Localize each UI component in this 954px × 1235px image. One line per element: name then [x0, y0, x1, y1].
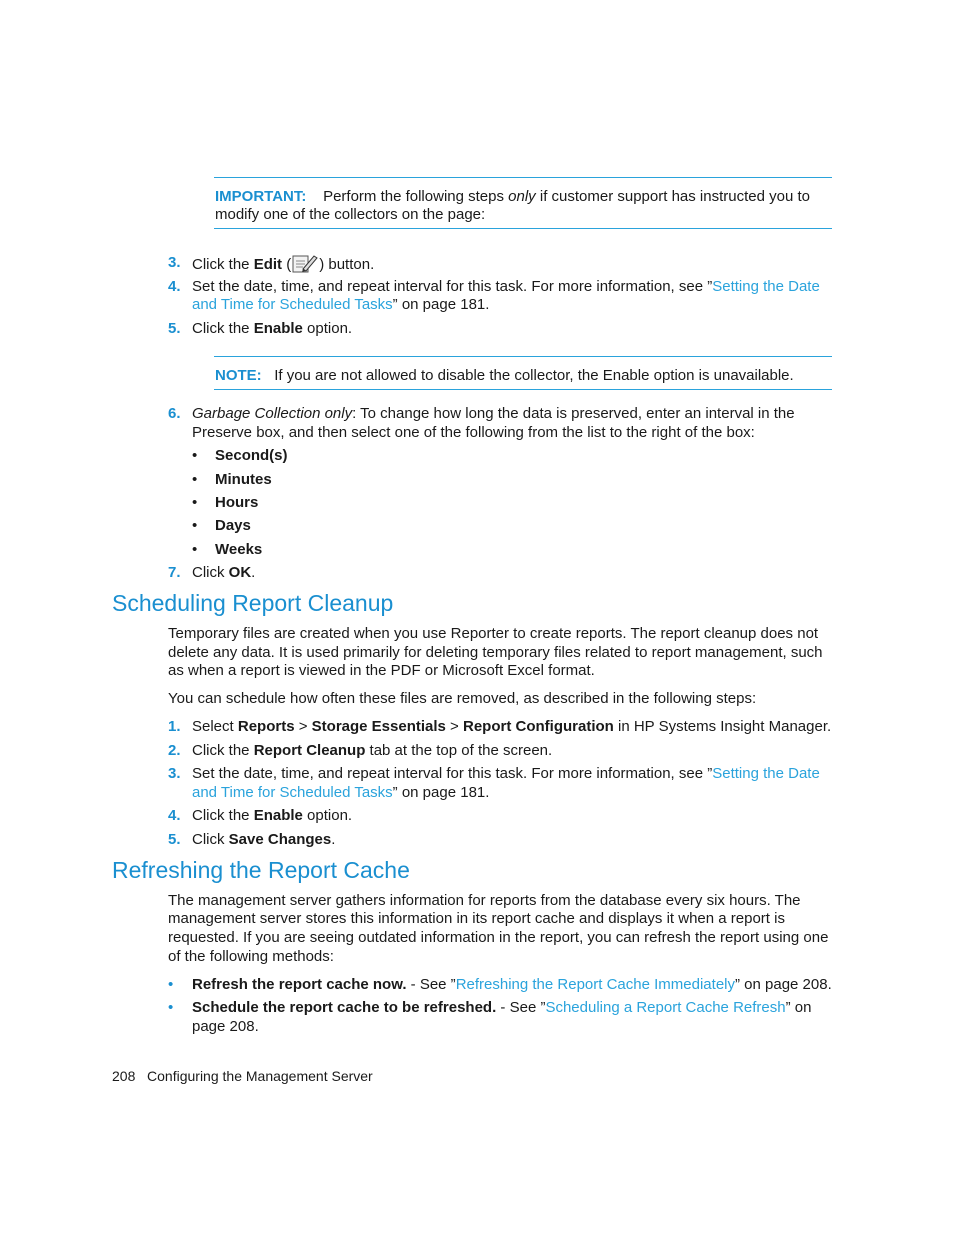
bullet-icon: • [192, 517, 198, 534]
unit-item: Second(s) [215, 447, 288, 464]
cleanup-step-1: Select Reports > Storage Essentials > Report Configuration in HP Systems Insight Manager. [192, 718, 832, 735]
step-6-line-1: Garbage Collection only: To change how long the data is preserved, enter an interval in the [192, 405, 795, 422]
method-item-2: Schedule the report cache to be refreshed. - See ”Scheduling a Report Cache Refresh” on [192, 999, 812, 1016]
unit-item: Hours [215, 494, 259, 511]
important-line-1: IMPORTANT: Perform the following steps only if customer support has instructed you to [215, 188, 810, 205]
step-6-line-2: Preserve box, and then select one of the following from the list to the right of the box: [192, 424, 755, 441]
bullet-icon: • [168, 976, 174, 993]
cleanup-step-5: Click Save Changes. [192, 831, 336, 848]
paragraph-line: management server stores this information in its report cache and displays it when a report is [168, 910, 785, 927]
paragraph-line: The management server gathers information for reports from the database every six hours. The [168, 892, 801, 909]
step-number: 5. [168, 831, 181, 848]
paragraph-line: requested. If you are seeing outdated information in the report, you can refresh the report using one [168, 929, 829, 946]
unit-item: Days [215, 517, 251, 534]
section-title-report-cleanup: Scheduling Report Cleanup [112, 590, 394, 616]
section-title-refresh-cache: Refreshing the Report Cache [112, 857, 410, 883]
step-number: 4. [168, 807, 181, 824]
method-item-2-line-2: page 208. [192, 1018, 259, 1035]
method-item-1: Refresh the report cache now. - See ”Refreshing the Report Cache Immediately” on page 208. [192, 976, 832, 993]
schedule-cache-refresh-link[interactable]: Scheduling a Report Cache Refresh [545, 999, 786, 1016]
note-rule-top [214, 356, 832, 357]
important-label: IMPORTANT: [215, 188, 307, 205]
cleanup-step-2: Click the Report Cleanup tab at the top of the screen. [192, 742, 553, 759]
step-3-text: Click the Edit ( ) button. [192, 253, 374, 274]
paragraph-line: of the following methods: [168, 948, 334, 965]
step-number: 3. [168, 254, 181, 271]
step-number: 3. [168, 765, 181, 782]
step-4-line-2: and Time for Scheduled Tasks” on page 181. [192, 296, 490, 313]
step-number: 4. [168, 278, 181, 295]
step-number: 2. [168, 742, 181, 759]
important-line-2: modify one of the collectors on the page: [215, 206, 486, 223]
bullet-icon: • [168, 999, 174, 1016]
unit-item: Weeks [215, 541, 263, 558]
cleanup-step-3-line-2: and Time for Scheduled Tasks” on page 181. [192, 784, 490, 801]
setting-date-link-cont[interactable]: and Time for Scheduled Tasks [192, 296, 393, 313]
page-number: 208 [112, 1068, 136, 1084]
edit-icon [292, 253, 318, 273]
paragraph-line: You can schedule how often these files are removed, as described in the following steps: [168, 690, 757, 707]
cleanup-step-4: Click the Enable option. [192, 807, 353, 824]
paragraph-line: as when a report is viewed in the PDF or Microsoft Excel format. [168, 662, 595, 679]
paragraph-line: Temporary files are created when you use Reporter to create reports. The report cleanup does not [168, 625, 819, 642]
unit-item: Minutes [215, 471, 272, 488]
refresh-cache-immediately-link[interactable]: Refreshing the Report Cache Immediately [455, 976, 735, 993]
bullet-icon: • [192, 447, 198, 464]
bullet-icon: • [192, 541, 198, 558]
step-4-line-1: Set the date, time, and repeat interval for this task. For more information, see ”Setting the Date [192, 278, 820, 295]
step-number: 7. [168, 564, 181, 581]
note-label: NOTE: [215, 367, 262, 384]
step-number: 6. [168, 405, 181, 422]
note-text: NOTE: If you are not allowed to disable the collector, the Enable option is unavailable. [215, 367, 794, 384]
page-footer [112, 1067, 373, 1086]
chapter-title: Configuring the Management Server [147, 1068, 373, 1084]
note-rule-bottom [214, 389, 832, 390]
bullet-icon: • [192, 471, 198, 488]
step-5-text: Click the Enable option. [192, 320, 353, 337]
setting-date-link[interactable]: Setting the Date [712, 278, 820, 295]
step-number: 1. [168, 718, 181, 735]
cleanup-step-3-line-1: Set the date, time, and repeat interval for this task. For more information, see ”Setting the Date [192, 765, 820, 782]
setting-date-link[interactable]: Setting the Date [712, 765, 820, 782]
paragraph-line: delete any data. It is used primarily for deleting temporary files related to report management, such [168, 644, 823, 661]
bullet-icon: • [192, 494, 198, 511]
important-rule-top [214, 177, 832, 178]
important-rule-bottom [214, 228, 832, 229]
step-7-text: Click OK. [192, 564, 256, 581]
step-number: 5. [168, 320, 181, 337]
setting-date-link-cont[interactable]: and Time for Scheduled Tasks [192, 784, 393, 801]
